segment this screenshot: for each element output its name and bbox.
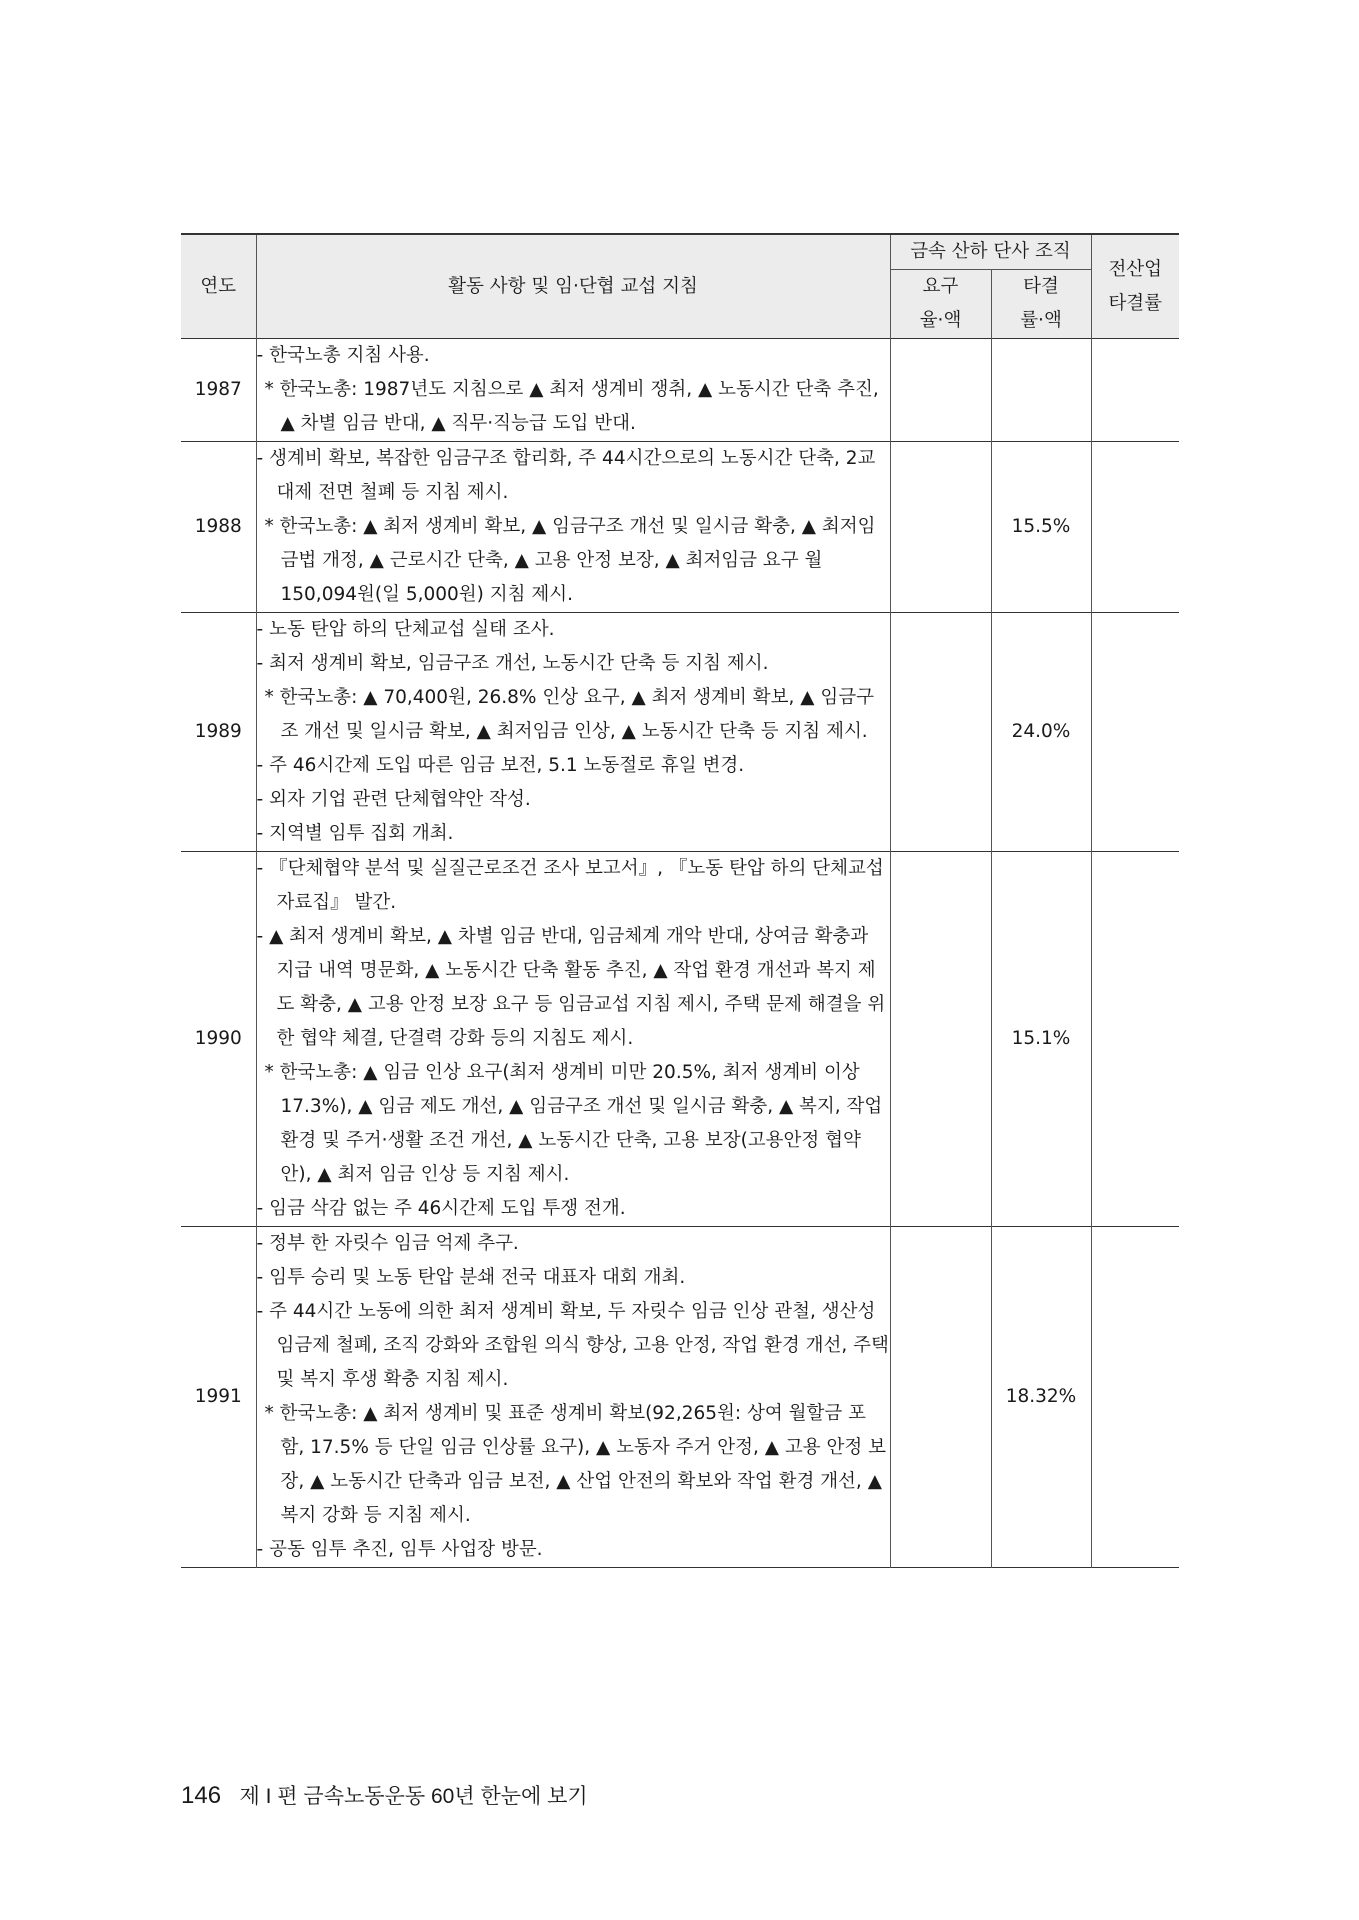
item-text: 임투 승리 및 노동 탄압 분쇄 전국 대표자 대회 개최.: [269, 1267, 686, 1288]
item-text: 노동 탄압 하의 단체교섭 실태 조사.: [269, 619, 555, 640]
row-year: 1988: [181, 442, 256, 613]
item-text: 한국노총: ▲ 최저 생계비 및 표준 생계비 확보(92,265원: 상여 월할금 포함, 17.5% 등 단일 임금 인상률 요구), ▲ 노동자 주거 안정, ▲ 고용 안정 보장, ▲ 노동시간 단축과 임금 보전, ▲ 산업 안전의 확보와 작업 환경 개선, ▲ 복지 강화 등 지침 제시.: [279, 1403, 886, 1526]
activity-item: [257, 339, 890, 373]
item-marker: *: [264, 1403, 274, 1424]
row-demand-rate: [890, 339, 991, 442]
item-text: 주 46시간제 도입 따른 임금 보전, 5.1 노동절로 휴일 변경.: [269, 755, 745, 776]
table-row: [181, 1227, 1179, 1568]
item-marker: -: [256, 1301, 264, 1322]
item-marker: -: [256, 1233, 264, 1254]
activity-item: [257, 1261, 890, 1295]
item-text: 주 44시간 노동에 의한 최저 생계비 확보, 두 자릿수 임금 인상 관철, 생산성 임금제 철폐, 조직 강화와 조합원 의식 향상, 고용 안정, 작업 환경 개선, 주택 및 복지 후생 확충 지침 제시.: [269, 1301, 889, 1390]
item-marker: -: [256, 1198, 264, 1219]
table-row: [181, 613, 1179, 852]
activity-item: [257, 442, 890, 510]
item-text: 공동 임투 추진, 임투 사업장 방문.: [269, 1539, 543, 1560]
item-marker: *: [264, 1062, 274, 1083]
activity-item: [257, 852, 890, 920]
row-demand-rate: [890, 852, 991, 1227]
header-year: 연도: [181, 234, 256, 339]
item-marker: *: [264, 516, 274, 537]
item-marker: *: [264, 687, 274, 708]
header-all-industry-rate: 전산업 타결률: [1091, 234, 1179, 339]
header-demand-rate: 요구 율·액: [890, 270, 991, 339]
item-text: ▲ 최저 생계비 확보, ▲ 차별 임금 반대, 임금체계 개악 반대, 상여금 확충과 지급 내역 명문화, ▲ 노동시간 단축 활동 추진, ▲ 작업 환경 개선과 복지 제도 확충, ▲ 고용 안정 보장 요구 등 임금교섭 지침 제시, 주택 문제 해결을 위한 협약 체결, 단결력 강화 등의 지침도 제시.: [269, 926, 886, 1049]
row-all-industry-rate: [1091, 1227, 1179, 1568]
activity-item: [257, 1397, 890, 1533]
activity-item: [257, 920, 890, 1056]
item-marker: -: [256, 653, 264, 674]
row-activities: [256, 339, 890, 442]
header-settle-rate: 타결 률·액: [991, 270, 1091, 339]
activity-item: [257, 681, 890, 749]
item-text: 한국노총: ▲ 최저 생계비 확보, ▲ 임금구조 개선 및 일시금 확충, ▲ 최저임금법 개정, ▲ 근로시간 단축, ▲ 고용 안정 보장, ▲ 최저임금 요구 월 150,094원(일 5,000원) 지침 제시.: [279, 516, 876, 605]
row-demand-rate: [890, 1227, 991, 1568]
activity-item: [257, 1533, 890, 1567]
item-marker: -: [256, 858, 264, 879]
item-marker: -: [256, 789, 264, 810]
item-text: 최저 생계비 확보, 임금구조 개선, 노동시간 단축 등 지침 제시.: [269, 653, 769, 674]
item-text: 한국노총: ▲ 70,400원, 26.8% 인상 요구, ▲ 최저 생계비 확보, ▲ 임금구조 개선 및 일시금 확보, ▲ 최저임금 인상, ▲ 노동시간 단축 등 지침 제시.: [279, 687, 874, 742]
item-text: 한국노총: 1987년도 지침으로 ▲ 최저 생계비 쟁취, ▲ 노동시간 단축 추진, ▲ 차별 임금 반대, ▲ 직무·직능급 도입 반대.: [279, 379, 879, 434]
page-footer: [181, 1780, 588, 1810]
footer-section-title: 제 I 편 금속노동운동 60년 한눈에 보기: [239, 1785, 588, 1808]
page-number: 146: [181, 1782, 222, 1809]
row-year: 1991: [181, 1227, 256, 1568]
item-text: 정부 한 자릿수 임금 억제 추구.: [269, 1233, 519, 1254]
activity-item: [257, 613, 890, 647]
row-year: 1990: [181, 852, 256, 1227]
row-activities: [256, 852, 890, 1227]
item-marker: -: [256, 448, 264, 469]
row-settle-rate: 18.32%: [991, 1227, 1091, 1568]
table-row: [181, 442, 1179, 613]
item-text: 『단체협약 분석 및 실질근로조건 조사 보고서』, 『노동 탄압 하의 단체교섭 자료집』 발간.: [269, 858, 884, 913]
activity-item: [257, 510, 890, 612]
activity-item: [257, 817, 890, 851]
row-activities: [256, 613, 890, 852]
item-text: 외자 기업 관련 단체협약안 작성.: [269, 789, 531, 810]
item-text: 한국노총 지침 사용.: [269, 345, 430, 366]
activity-item: [257, 1192, 890, 1226]
item-marker: *: [264, 379, 274, 400]
item-text: 지역별 임투 집회 개최.: [269, 823, 454, 844]
row-demand-rate: [890, 613, 991, 852]
row-settle-rate: [991, 339, 1091, 442]
row-all-industry-rate: [1091, 852, 1179, 1227]
item-marker: -: [256, 619, 264, 640]
row-all-industry-rate: [1091, 339, 1179, 442]
table-row: [181, 339, 1179, 442]
header-metal-union-group: 금속 산하 단사 조직: [890, 234, 1091, 270]
table-body: [181, 339, 1179, 1568]
activity-item: [257, 1227, 890, 1261]
activity-item: [257, 749, 890, 783]
item-text: 생계비 확보, 복잡한 임금구조 합리화, 주 44시간으로의 노동시간 단축, 2교대제 전면 철폐 등 지침 제시.: [269, 448, 876, 503]
row-settle-rate: 15.5%: [991, 442, 1091, 613]
row-year: 1987: [181, 339, 256, 442]
item-marker: -: [256, 823, 264, 844]
row-year: 1989: [181, 613, 256, 852]
row-settle-rate: 15.1%: [991, 852, 1091, 1227]
activity-item: [257, 783, 890, 817]
table-row: [181, 852, 1179, 1227]
row-activities: [256, 1227, 890, 1568]
item-marker: -: [256, 1267, 264, 1288]
activity-item: [257, 1295, 890, 1397]
header-activity: 활동 사항 및 임·단협 교섭 지침: [256, 234, 890, 339]
item-marker: -: [256, 1539, 264, 1560]
row-demand-rate: [890, 442, 991, 613]
item-marker: -: [256, 926, 264, 947]
labor-guidelines-table: [181, 233, 1179, 1568]
activity-item: [257, 373, 890, 441]
activity-item: [257, 1056, 890, 1192]
item-marker: -: [256, 345, 264, 366]
item-text: 임금 삭감 없는 주 46시간제 도입 투쟁 전개.: [269, 1198, 626, 1219]
item-marker: -: [256, 755, 264, 776]
row-all-industry-rate: [1091, 613, 1179, 852]
row-all-industry-rate: [1091, 442, 1179, 613]
item-text: 한국노총: ▲ 임금 인상 요구(최저 생계비 미만 20.5%, 최저 생계비 이상 17.3%), ▲ 임금 제도 개선, ▲ 임금구조 개선 및 일시금 확충, ▲ 복지, 작업 환경 및 주거·생활 조건 개선, ▲ 노동시간 단축, 고용 보장(고용안정 협약안), ▲ 최저 임금 인상 등 지침 제시.: [279, 1062, 883, 1185]
row-settle-rate: 24.0%: [991, 613, 1091, 852]
activity-item: [257, 647, 890, 681]
row-activities: [256, 442, 890, 613]
